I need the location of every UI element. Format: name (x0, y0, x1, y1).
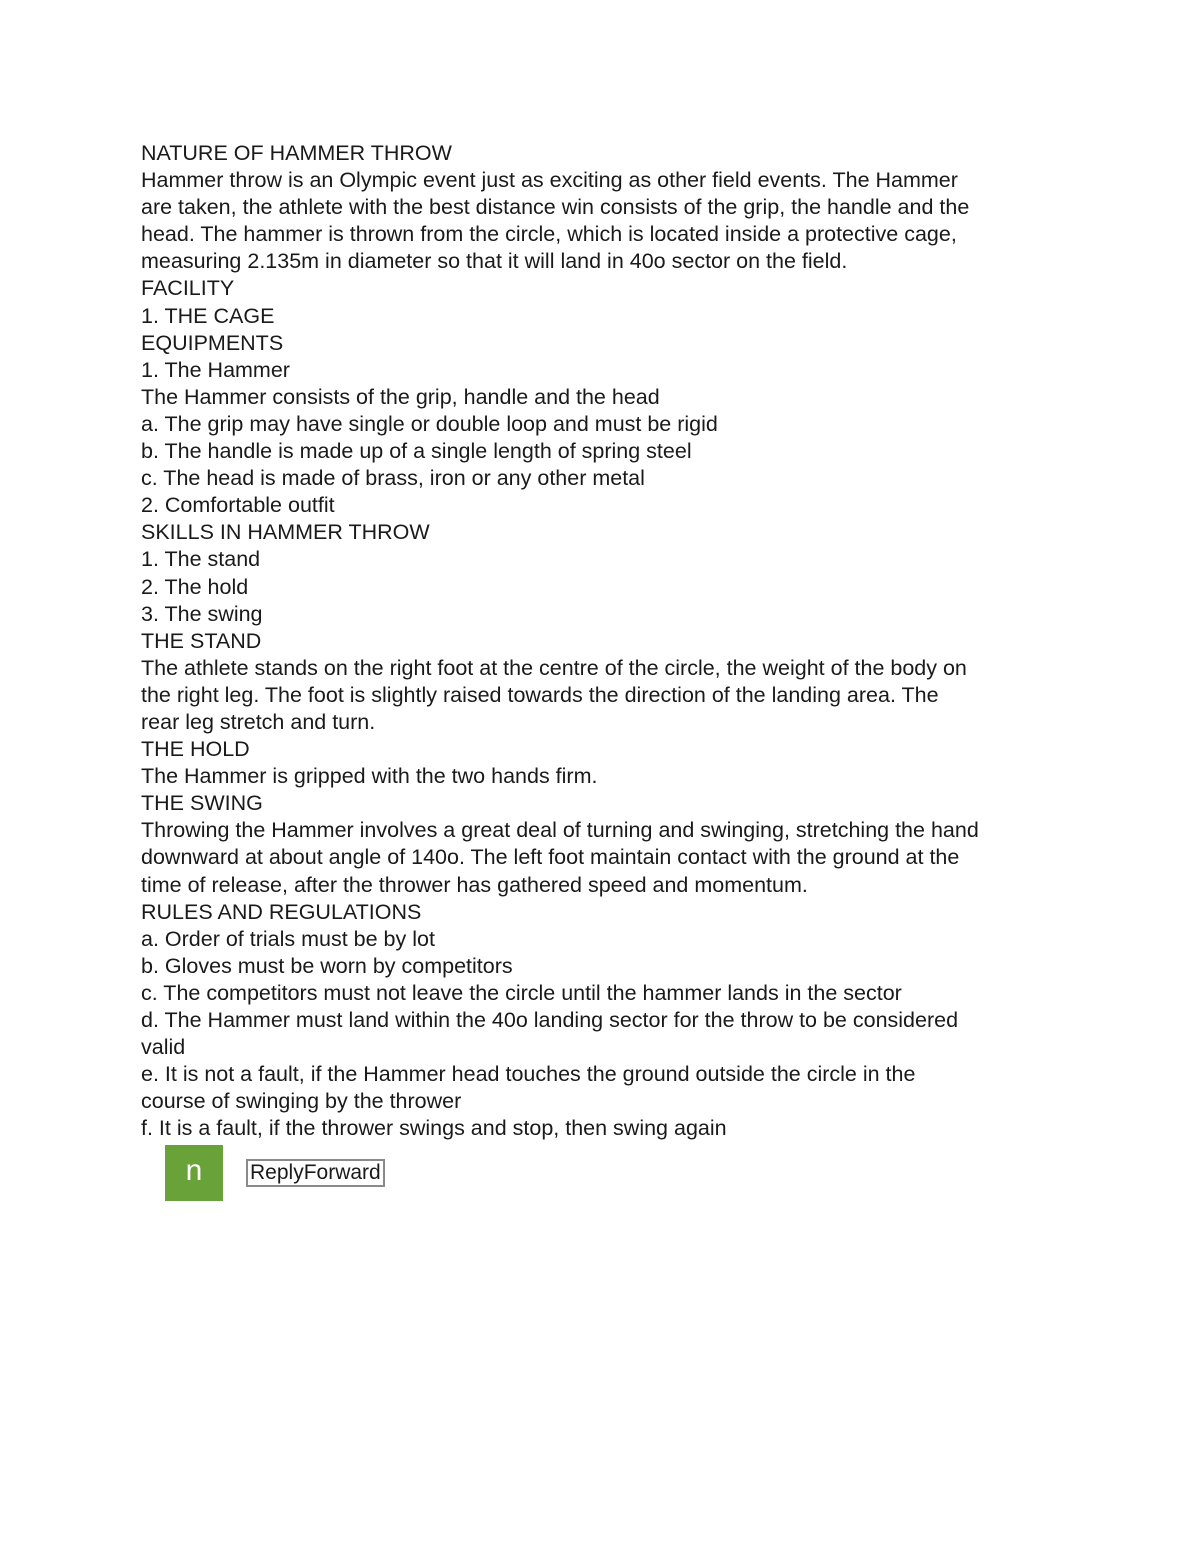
document-body (141, 140, 1081, 1142)
doc-line: 2. The hold (141, 574, 249, 599)
doc-line: b. Gloves must be worn by competitors (141, 953, 513, 978)
avatar[interactable]: n (165, 1145, 223, 1201)
doc-line: d. The Hammer must land within the 40o landing sector for the throw to be considered (141, 1008, 959, 1032)
doc-line: head. The hammer is thrown from the circle, which is located inside a protective cage, (141, 222, 957, 247)
heading-the-hold: THE HOLD (141, 737, 250, 762)
message-actions (165, 1145, 425, 1201)
doc-line: 1. THE CAGE (141, 303, 275, 328)
heading-rules: RULES AND REGULATIONS (141, 899, 422, 924)
heading-the-stand: THE STAND (141, 628, 262, 653)
doc-line: measuring 2.135m in diameter so that it will land in 40o sector on the field. (141, 249, 848, 274)
doc-line: valid (141, 1035, 186, 1060)
doc-line: rear leg stretch and turn. (141, 709, 376, 734)
doc-line: b. The handle is made up of a single length of spring steel (141, 439, 692, 464)
doc-line: The Hammer consists of the grip, handle and the head (141, 384, 660, 409)
heading-skills: SKILLS IN HAMMER THROW (141, 520, 430, 545)
heading-facility: FACILITY (141, 276, 235, 301)
doc-line: 1. The stand (141, 547, 261, 572)
doc-line: a. The grip may have single or double loop and must be rigid (141, 411, 718, 436)
reply-button[interactable]: Reply (250, 1161, 304, 1184)
doc-line: e. It is not a fault, if the Hammer head touches the ground outside the circle in the (141, 1062, 916, 1087)
doc-line: the right leg. The foot is slightly raised towards the direction of the landing area. The (141, 682, 939, 707)
doc-line: course of swinging by the thrower (141, 1089, 462, 1114)
heading-the-swing: THE SWING (141, 791, 263, 816)
heading-equipments: EQUIPMENTS (141, 330, 284, 355)
doc-line: The athlete stands on the right foot at the centre of the circle, the weight of the body on (141, 655, 967, 680)
doc-line: 3. The swing (141, 601, 263, 626)
doc-line: time of release, after the thrower has gathered speed and momentum. (141, 872, 808, 897)
doc-title: NATURE OF HAMMER THROW (141, 141, 452, 165)
doc-line: c. The head is made of brass, iron or any other metal (141, 466, 645, 491)
forward-button[interactable]: Forward (303, 1161, 381, 1184)
doc-line: are taken, the athlete with the best distance win consists of the grip, the handle and the (141, 195, 970, 220)
doc-line: a. Order of trials must be by lot (141, 926, 435, 951)
doc-line: 1. The Hammer (141, 357, 290, 382)
doc-line: Throwing the Hammer involves a great deal of turning and swinging, stretching the hand (141, 818, 979, 843)
doc-line: 2. Comfortable outfit (141, 493, 335, 518)
doc-line: Hammer throw is an Olympic event just as exciting as other field events. The Hammer (141, 168, 958, 193)
doc-line: c. The competitors must not leave the circle until the hammer lands in the sector (141, 980, 902, 1005)
doc-line: f. It is a fault, if the thrower swings and stop, then swing again (141, 1116, 727, 1141)
doc-line: The Hammer is gripped with the two hands firm. (141, 764, 598, 789)
reply-forward-box (246, 1159, 385, 1187)
doc-line: downward at about angle of 140o. The left foot maintain contact with the ground at the (141, 845, 960, 870)
